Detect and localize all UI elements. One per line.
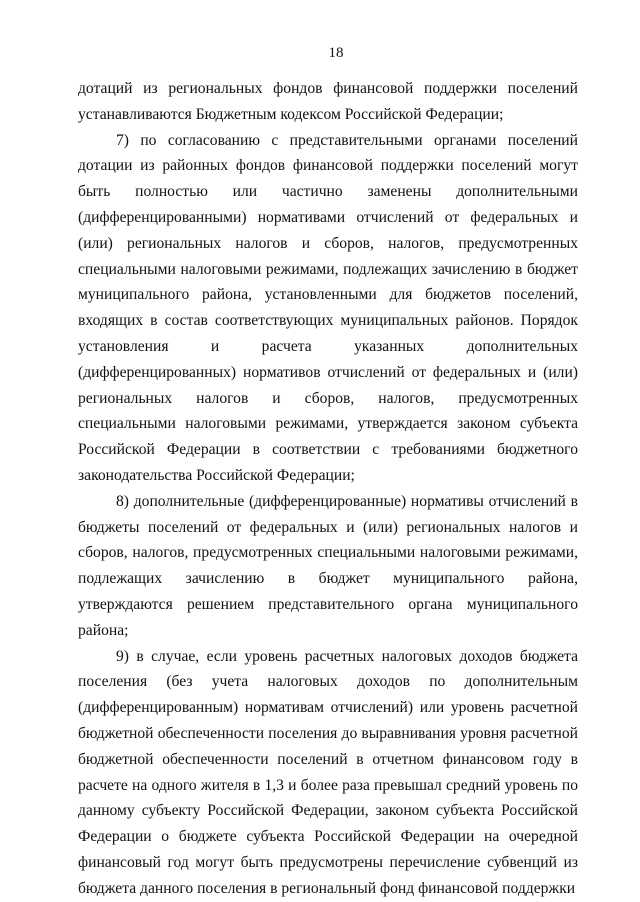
paragraph-item-9: 9) в случае, если уровень расчетных налоговых доходов бюджета поселения (без учета налоговых доходов по дополнительным (дифференцированным) нормативам отчислений) или уровень расчетной бюджетной обеспеченности поселения до выравнивания уровня расчетной бюджетной обеспеченности поселений в отчетном финансовом году в расчете на одного жителя в 1,3 и более раза превышал средний уровень по данному субъекту Российской Федерации, законом субъекта Российской Федерации о бюджете субъекта Российской Федерации на очередной финансовый год могут быть предусмотрены перечисление субвенций из бюджета данного поселения в региональный фонд финансовой поддержки [78, 647, 578, 897]
paragraph-item-7: 7) по согласованию с представительными органами поселений дотации из районных фондов финансовой поддержки поселений могут быть полностью или частично заменены дополнительными (дифференцированными) нормативами отчислений от федеральных и (или) региональных налогов и сборов, налогов, предусмотренных специальными налоговыми режимами, подлежащих зачислению в бюджет муниципального района, установленными для бюджетов поселений, входящих в состав соответствующих муниципальных районов. Порядок установления и расчета указанных дополнительных (дифференцированных) нормативов отчислений от федеральных и (или) региональных налогов и сборов, налогов, предусмотренных специальными налоговыми режимами, утверждается законом субъекта Российской Федерации в соответствии с требованиями бюджетного законодательства Российской Федерации; [78, 131, 578, 484]
page-number: 18 [328, 45, 344, 61]
paragraph-continuation: дотаций из региональных фондов финансовой поддержки поселений устанавливаются Бюджетным кодексом Российской Федерации; [78, 80, 578, 123]
document-body [78, 76, 578, 902]
paragraph-item-8: 8) дополнительные (дифференцированные) нормативы отчислений в бюджеты поселений от федеральных и (или) региональных налогов и сборов, налогов, предусмотренных специальными налоговыми режимами, подлежащих зачислению в бюджет муниципального района, утверждаются решением представительного органа муниципального района; [78, 492, 578, 639]
